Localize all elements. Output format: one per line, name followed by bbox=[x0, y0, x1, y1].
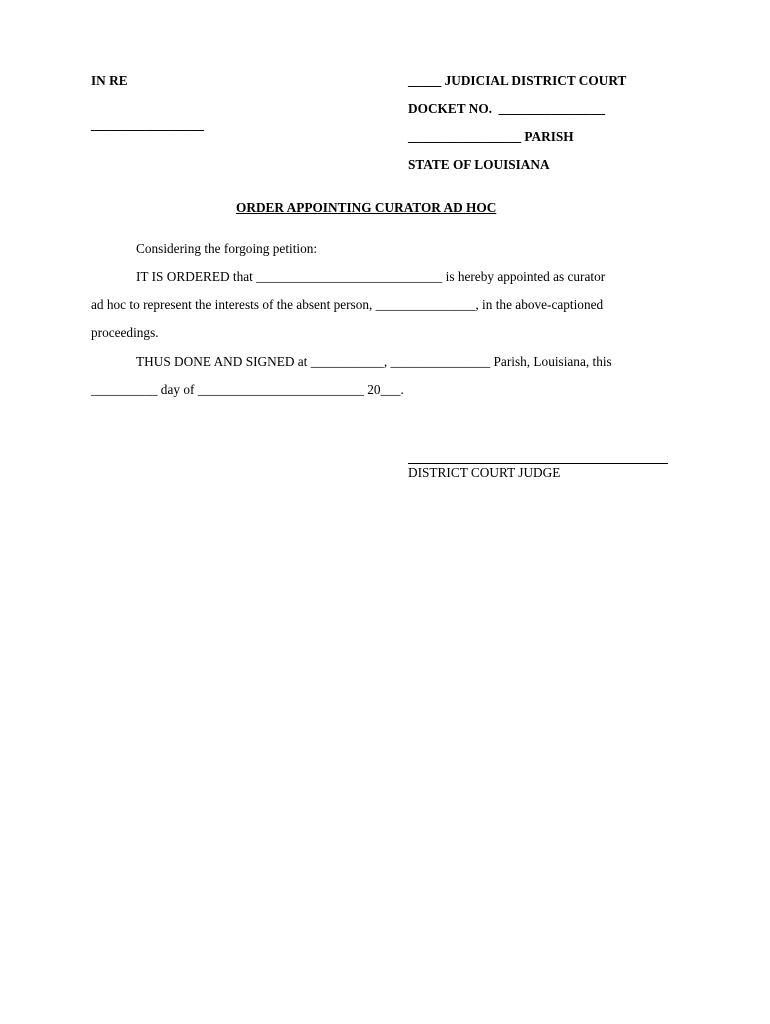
body-paragraph-line: Considering the forgoing petition: bbox=[136, 241, 318, 256]
document-title: ORDER APPOINTING CURATOR AD HOC bbox=[236, 200, 497, 215]
state-heading: STATE OF LOUISIANA bbox=[408, 157, 550, 172]
body-paragraph-line: ad hoc to represent the interests of the absent person, _______________, in the above-captioned bbox=[91, 297, 604, 312]
body-paragraph-line: __________ day of _________________________ 20___. bbox=[91, 382, 404, 397]
parish-heading: _________________ PARISH bbox=[408, 129, 574, 144]
body-paragraph-line: proceedings. bbox=[91, 325, 159, 340]
signature-line bbox=[408, 463, 668, 464]
signature-label: DISTRICT COURT JUDGE bbox=[408, 465, 561, 480]
body-paragraph-line: THUS DONE AND SIGNED at ___________, _______________ Parish, Louisiana, this bbox=[136, 354, 612, 369]
body-paragraph-line: IT IS ORDERED that ____________________________ is hereby appointed as curator bbox=[136, 269, 606, 284]
court-heading: _____ JUDICIAL DISTRICT COURT bbox=[408, 73, 627, 88]
docket-number: DOCKET NO. ________________ bbox=[408, 101, 606, 116]
party-name-blank: _________________ bbox=[91, 117, 205, 132]
in-re-label: IN RE bbox=[91, 73, 128, 88]
